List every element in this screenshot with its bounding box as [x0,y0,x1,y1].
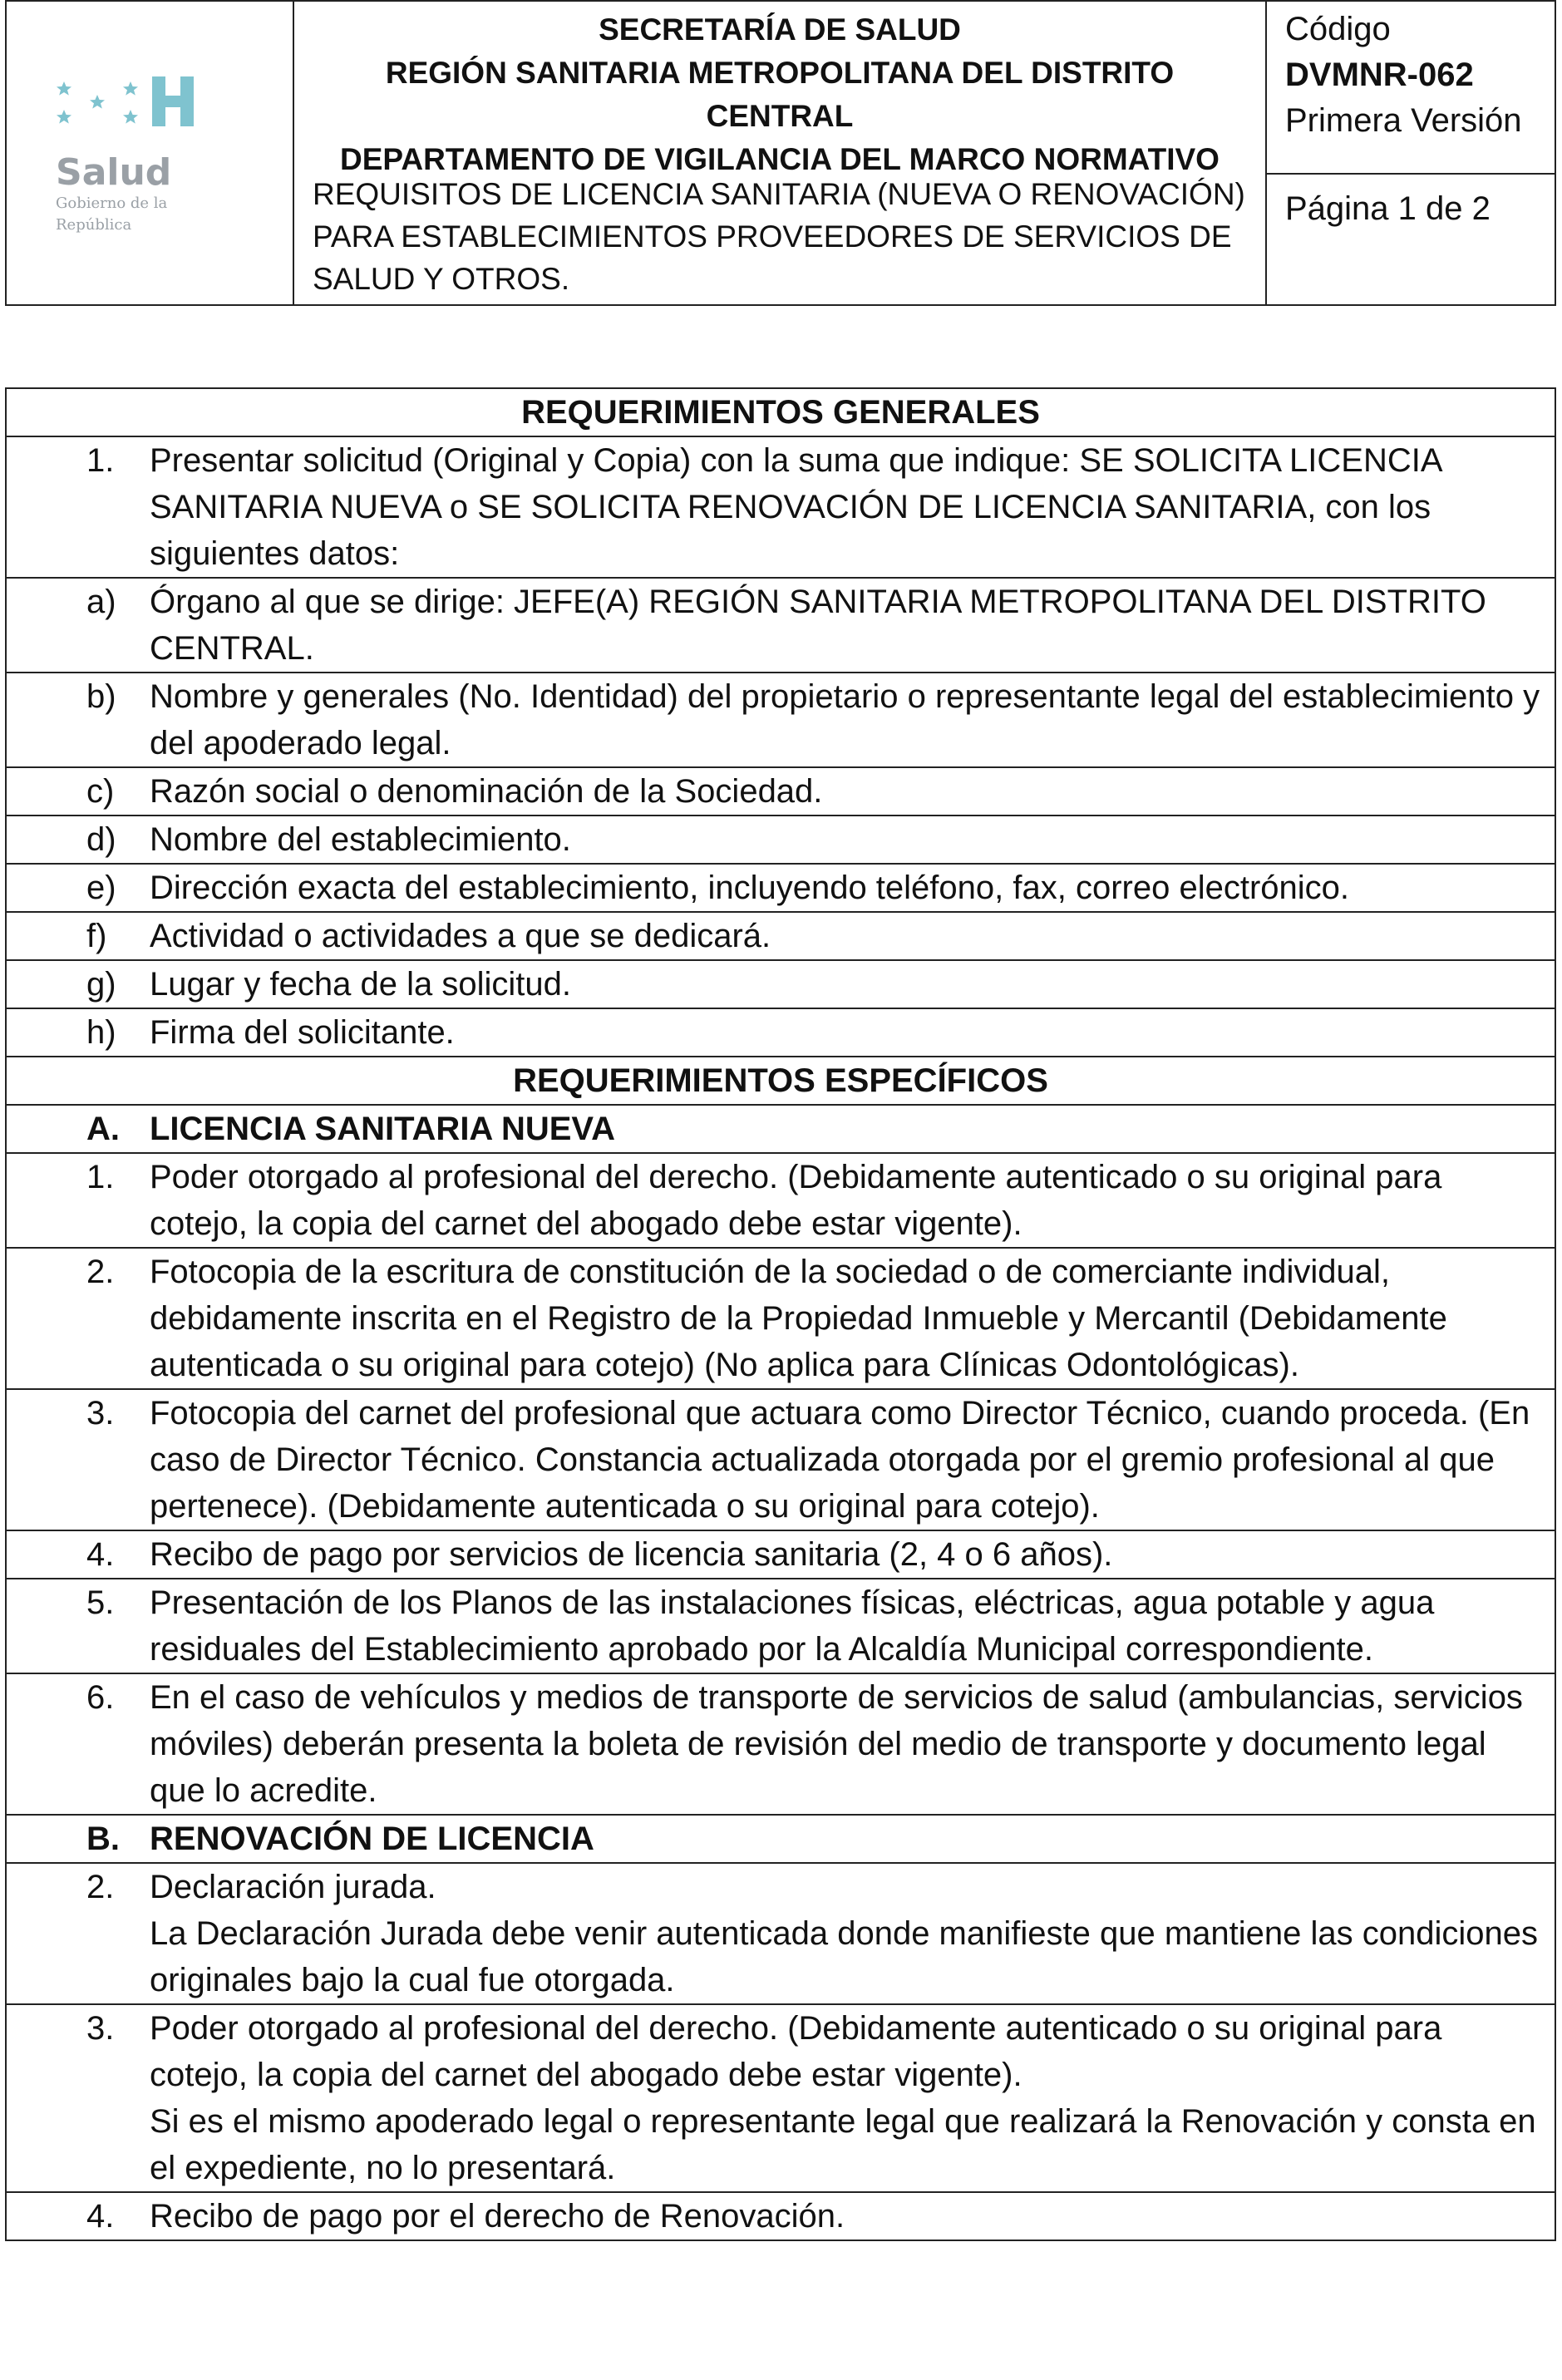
list-item [7,913,1555,961]
item-text: Fotocopia de la escritura de constitución de la sociedad o de comerciante individual, debidamente inscrita en el Registro de la Propiedad Inmueble y Mercantil (Debidamente autenticada o su original para cotejo) (No aplica para Clínicas Odontológicas). [150,1254,1447,1383]
item-marker: e) [86,870,116,906]
item-text: Nombre y generales (No. Identidad) del propietario o representante legal del establecimiento y del apoderado legal. [150,678,1540,761]
item-paragraph: Recibo de pago por el derecho de Renovación. [150,2198,845,2235]
list-item [7,2005,1555,2193]
item-text: Recibo de pago por servicios de licencia sanitaria (2, 4 o 6 años). [150,1536,1113,1573]
item-marker: 5. [86,1584,115,1621]
item-paragraph: Si es el mismo apoderado legal o representante legal que realizará la Renovación y consta en el expediente, no lo presentará. [150,2103,1536,2186]
list-item [7,1154,1555,1249]
item-marker: 3. [86,2010,115,2047]
header-meta-cell [1267,2,1555,304]
item-marker: b) [86,678,116,715]
org-departamento: DEPARTAMENTO DE VIGILANCIA DEL MARCO NORMATIVO [340,142,1220,176]
section-b-heading [7,1816,1555,1864]
section-marker: A. [86,1111,120,1147]
document-title: REQUISITOS DE LICENCIA SANITARIA (NUEVA O RENOVACIÓN) PARA ESTABLECIMIENTOS PROVEEDORES DE SERVICIOS DE SALUD Y OTROS. [313,177,1245,296]
item-marker: f) [86,918,107,954]
item-marker: 4. [86,1536,115,1573]
item-text: Razón social o denominación de la Sociedad. [150,773,823,810]
list-item [7,673,1555,768]
item-text: Nombre del establecimiento. [150,821,571,858]
code-cell [1267,2,1555,175]
item-marker: 6. [86,1679,115,1716]
code-value: DVMNR-062 [1285,57,1474,93]
item-text: Actividad o actividades a que se dedicará. [150,918,771,954]
logo-cell [7,2,294,304]
list-item [7,1531,1555,1579]
section-title: RENOVACIÓN DE LICENCIA [150,1821,594,1857]
list-item [7,768,1555,816]
item-marker: 2. [86,1254,115,1290]
list-item [7,1579,1555,1674]
requirements-table [5,387,1556,2241]
code-label: Código [1285,11,1391,47]
item-marker: c) [86,773,115,810]
item-paragraph: Poder otorgado al profesional del derecho. (Debidamente autenticado o su original para cotejo, la copia del carnet del abogado debe estar vigente). [150,2010,1442,2093]
item-text: Órgano al que se dirige: JEFE(A) REGIÓN SANITARIA METROPOLITANA DEL DISTRITO CENTRAL. [150,584,1486,667]
list-item [7,1009,1555,1057]
section-a-heading [7,1106,1555,1154]
list-item [7,816,1555,865]
item-text: Presentación de los Planos de las instalaciones físicas, eléctricas, agua potable y agua residuales del Establecimiento aprobado por la Alcaldía Municipal correspondiente. [150,1584,1435,1668]
item-text [150,1864,1555,2003]
document-header [5,0,1556,306]
item-text: En el caso de vehículos y medios de transporte de servicios de salud (ambulancias, servicios móviles) deberán presenta la boleta de revisión del medio de transporte y documento legal que lo acredite. [150,1679,1523,1809]
general-heading: REQUERIMIENTOS GENERALES [7,389,1555,437]
logo-subtitle: Gobierno de la República [56,195,168,234]
list-item [7,1674,1555,1816]
item-marker: 1. [86,1159,115,1195]
item-marker: 1. [86,442,115,479]
item-marker: a) [86,584,116,620]
item-text: Presentar solicitud (Original y Copia) con la suma que indique: SE SOLICITA LICENCIA SANITARIA NUEVA o SE SOLICITA RENOVACIÓN DE LICENCIA SANITARIA, con los siguientes datos: [150,442,1441,572]
org-region: REGIÓN SANITARIA METROPOLITANA DEL DISTRITO CENTRAL [385,56,1175,133]
list-item [7,1249,1555,1390]
list-item [7,579,1555,673]
version-label: Primera Versión [1285,102,1522,139]
salud-logo [54,70,245,236]
list-item [7,1390,1555,1531]
item-text: Dirección exacta del establecimiento, incluyendo teléfono, fax, correo electrónico. [150,870,1350,906]
section-title: LICENCIA SANITARIA NUEVA [150,1111,615,1147]
item-text [150,2005,1555,2191]
item-text: Lugar y fecha de la solicitud. [150,966,571,1003]
item-paragraph: La Declaración Jurada debe venir autenticada donde manifieste que mantiene las condiciones originales bajo la cual fue otorgada. [150,1915,1538,1998]
item-marker: 3. [86,1395,115,1431]
header-title-cell [294,2,1267,304]
item-marker: h) [86,1014,116,1051]
item-text [150,2193,1555,2240]
item-marker: g) [86,966,116,1003]
list-item [7,2193,1555,2240]
item-text: Fotocopia del carnet del profesional que actuara como Director Técnico, cuando proceda. (En caso de Director Técnico. Constancia actualizada otorgada por el gremio profesional al que pertenece). (Debidamente autenticada o su original para cotejo). [150,1395,1530,1525]
logo-name: Salud [56,151,172,194]
item-text: Poder otorgado al profesional del derecho. (Debidamente autenticado o su original para cotejo, la copia del carnet del abogado debe estar vigente). [150,1159,1442,1242]
page-number: Página 1 de 2 [1285,190,1491,227]
list-item [7,961,1555,1009]
list-item [7,437,1555,579]
item-marker: 2. [86,1869,115,1905]
item-marker: d) [86,821,116,858]
section-marker: B. [86,1821,120,1857]
org-secretaria: SECRETARÍA DE SALUD [599,12,961,47]
item-marker: 4. [86,2198,115,2235]
specific-heading: REQUERIMIENTOS ESPECÍFICOS [7,1057,1555,1106]
list-item [7,1864,1555,2005]
list-item [7,865,1555,913]
item-text: Firma del solicitante. [150,1014,455,1051]
item-paragraph: Declaración jurada. [150,1869,436,1905]
